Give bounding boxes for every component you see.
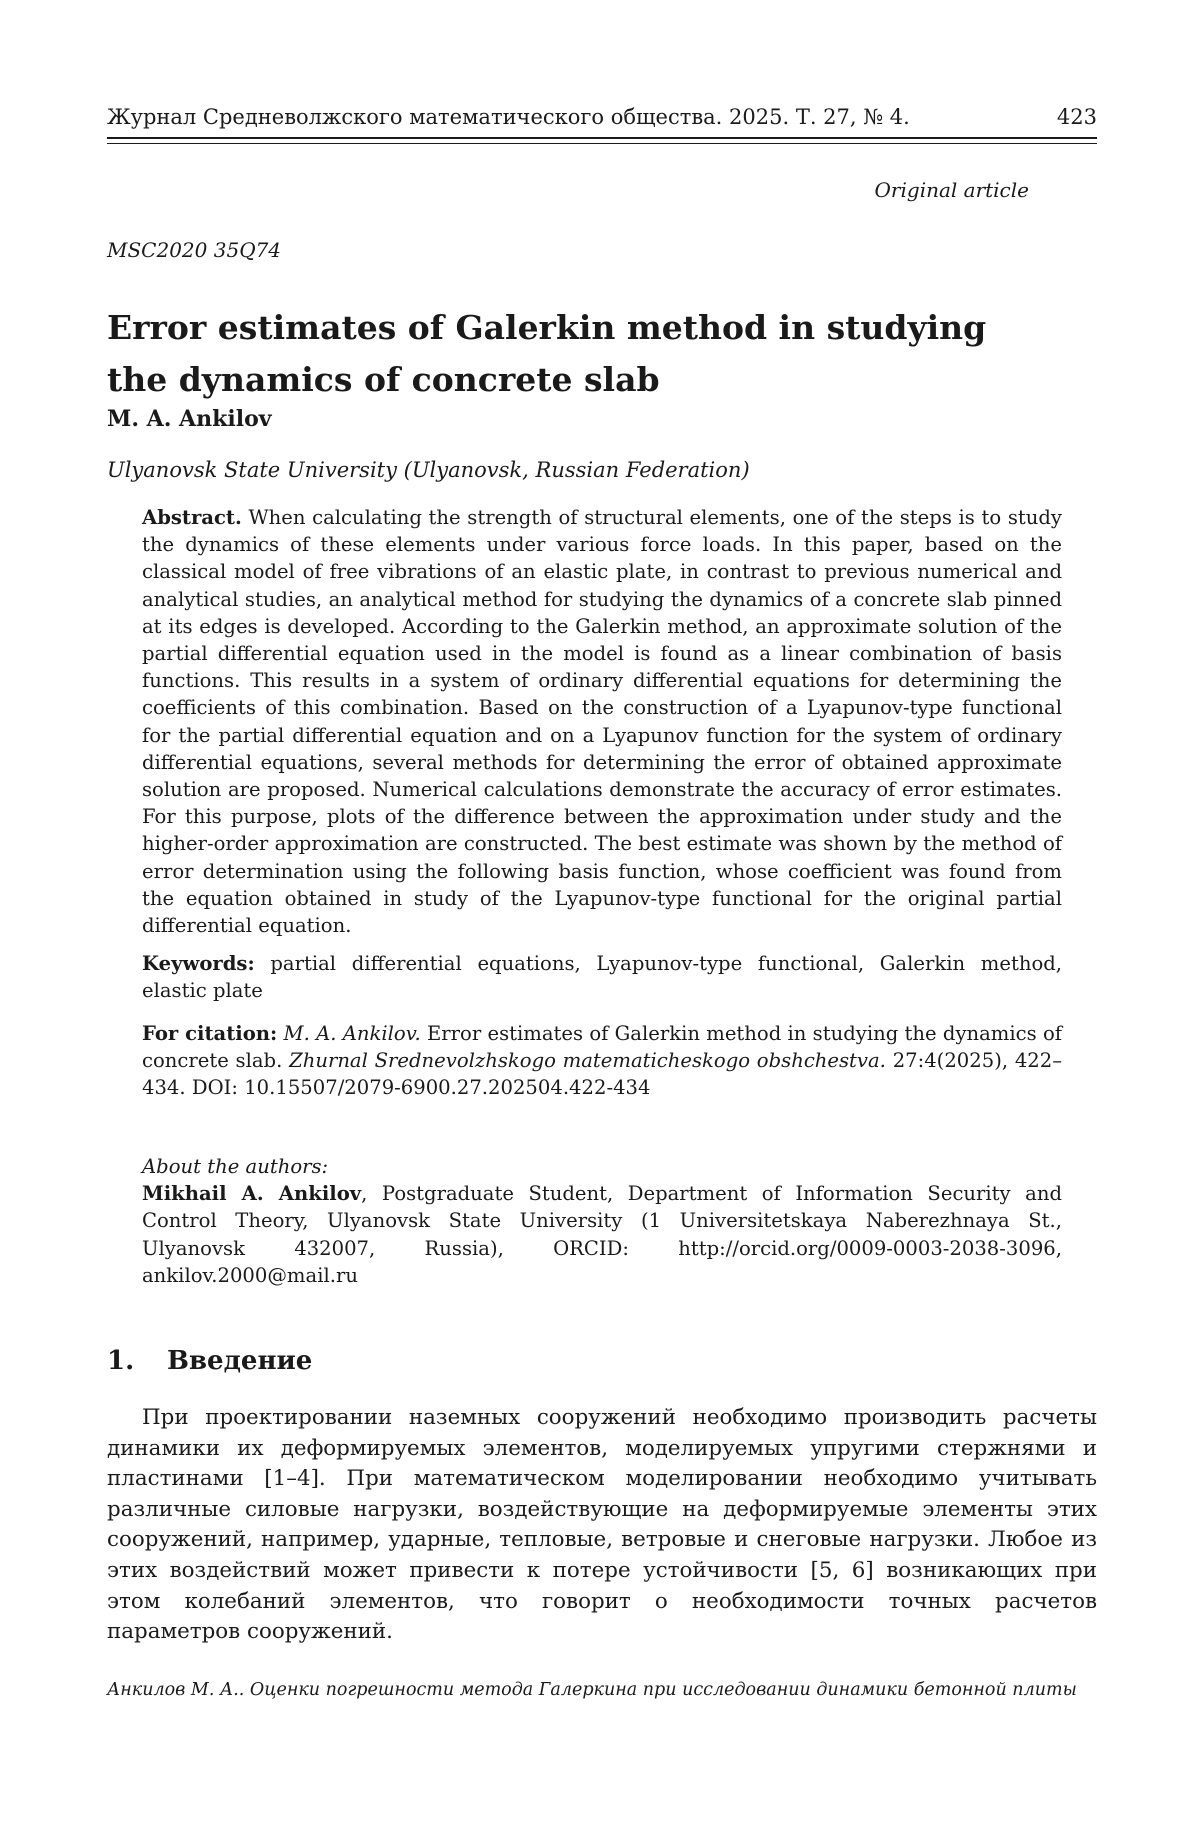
abstract-label: Abstract. [142, 506, 242, 529]
page-number: 423 [1056, 105, 1097, 129]
msc-code: MSC2020 35Q74 [107, 238, 282, 262]
citation-title: Error estimates of Galerkin method in studying the dynamics of concrete slab. [142, 1022, 1063, 1073]
about-authors [142, 1153, 1062, 1289]
article-title: Error estimates of Galerkin method in studying the dynamics of concrete slab [107, 308, 987, 399]
running-footer: Анкилов М. А.. Оценки погрешности метода Галеркина при исследовании динамики бетонной плиты [107, 1680, 1077, 1700]
abstract [142, 504, 1062, 939]
section-number: 1. [107, 1346, 135, 1376]
keywords [142, 950, 1062, 1004]
citation-details: 27:4(2025), 422–434. DOI: 10.15507/2079-6900.27.202504.422-434 [142, 1049, 1063, 1100]
article-type: Original article [874, 178, 1029, 202]
about-authors-body [142, 1180, 1062, 1289]
about-author-name: Mikhail A. Ankilov [142, 1182, 362, 1206]
about-authors-heading: About the authors: [142, 1155, 329, 1178]
section-title: Введение [167, 1346, 313, 1376]
intro-paragraph: При проектировании наземных сооружений необходимо производить расчеты динамики их деформируемых элементов, моделируемых упругими стержнями и пластинами [1–4]. При математическом моделировании необходимо учитывать различные силовые нагрузки, воздействующие на деформируемые элементы этих сооружений, например, ударные, тепловые, ветровые и снеговые нагрузки. Любое из этих воздействий может привести к потере устойчивости [5, 6] возникающих при этом колебаний элементов, что говорит о необходимости точных расчетов параметров сооружений. [107, 1405, 1097, 1645]
abstract-text: When calculating the strength of structural elements, one of the steps is to study the dynamics of these elements under various force loads. In this paper, based on the classical model of free vibrations of an elastic plate, in contrast to previous numerical and analytical studies, an analytical method for studying the dynamics of a concrete slab pinned at its edges is developed. According to the Galerkin method, an approximate solution of the partial differential equation used in the model is found as a linear combination of basis functions. This results in a system of ordinary differential equations for determining the coefficients of this combination. Based on the construction of a Lyapunov-type functional for the partial differential equation and on a Lyapunov function for the system of ordinary differential equations, several methods for determining the error of obtained approximate solution are proposed. Numerical calculations demonstrate the accuracy of error estimates. For this purpose, plots of the difference between the approximation under study and the higher-order approximation are constructed. The best estimate was shown by the method of error determination using the following basis function, whose coefficient was found from the equation obtained in study of the Lyapunov-type functional for the original partial differential equation. [142, 506, 1063, 938]
citation-authors: M. A. Ankilov. [283, 1022, 421, 1045]
header-rule-thin [107, 143, 1097, 144]
citation-label: For citation: [142, 1022, 278, 1045]
journal-name: Журнал Средневолжского математического общества. 2025. Т. 27, № 4. [107, 105, 910, 129]
author-name: M. A. Ankilov [107, 406, 272, 432]
running-header [107, 105, 1097, 135]
author-affiliation: Ulyanovsk State University (Ulyanovsk, Russian Federation) [107, 458, 750, 482]
citation-journal: Zhurnal Srednevolzhskogo matematicheskogo obshchestva. [289, 1049, 886, 1073]
about-author-details: , Postgraduate Student, Department of Information Security and Control Theory, Ulyanovsk State University (1 Universitetskaya Naberezhnaya St., Ulyanovsk 432007, Russia), ORCID: http://orcid.org/0009-0003-2038-3096, ankilov.2000@mail.ru [142, 1182, 1062, 1287]
keywords-text: partial differential equations, Lyapunov-type functional, Galerkin method, elastic plate [142, 952, 1063, 1003]
section-heading [107, 1346, 312, 1376]
header-rule-thick [107, 137, 1097, 139]
citation [142, 1020, 1062, 1102]
keywords-label: Keywords: [142, 952, 255, 975]
